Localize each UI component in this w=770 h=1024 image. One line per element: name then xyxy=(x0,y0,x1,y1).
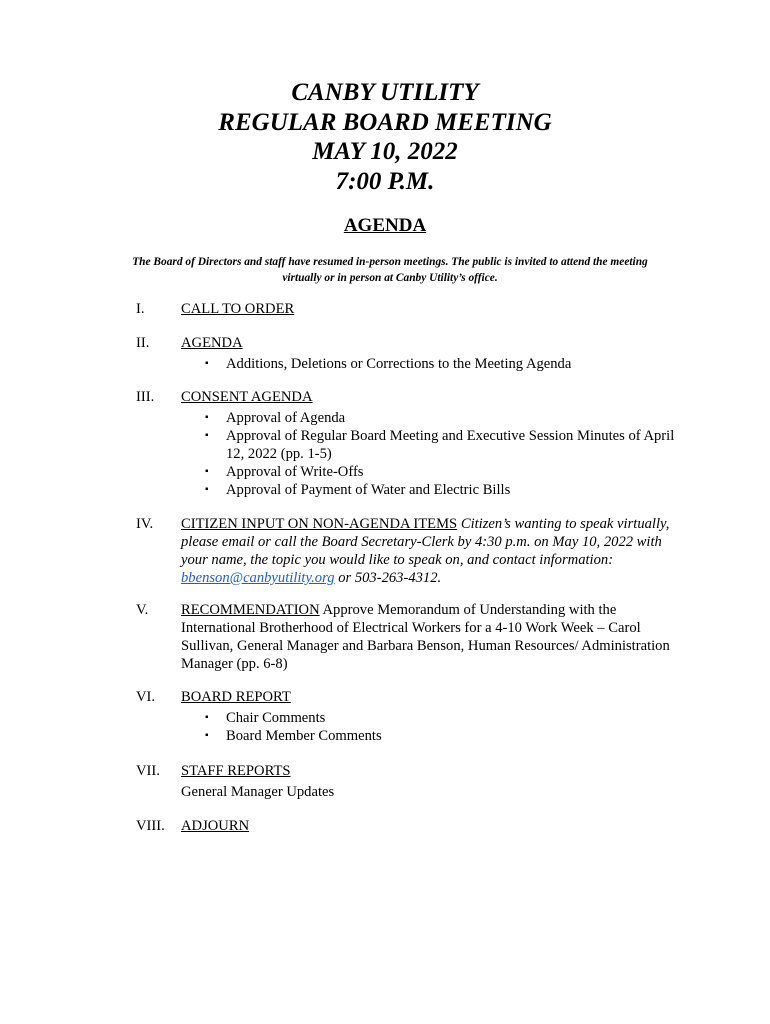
item-number: IV. xyxy=(136,516,154,532)
item-title: BOARD REPORT xyxy=(181,689,291,705)
item-description: Approve Memorandum of Understanding with the International Brotherhood of Electrical Workers for a 4-10 Work Week – Carol Sullivan, General Manager and Barbara Benson, Human Resources/ Administration Manager (pp. 6-8) xyxy=(181,602,670,672)
list-item: ▪ Approval of Regular Board Meeting and Executive Session Minutes of April 12, 2022 (pp. 1-5) xyxy=(205,428,675,462)
list-item: ▪ Board Member Comments xyxy=(205,728,382,744)
notice-line: virtually or in person at Canby Utility’s office. xyxy=(282,271,498,284)
email-link[interactable]: bbenson@canbyutility.org xyxy=(181,570,335,586)
bullet-icon: ▪ xyxy=(205,412,209,423)
item-title: CITIZEN INPUT ON NON-AGENDA ITEMS xyxy=(181,516,458,532)
bullet-icon: ▪ xyxy=(205,358,209,369)
item-title: CONSENT AGENDA xyxy=(181,389,313,405)
list-item: ▪ Approval of Payment of Water and Electric Bills xyxy=(205,482,511,498)
item-description-end: or 503-263-4312. xyxy=(338,570,442,586)
bullet-list xyxy=(181,409,681,499)
item-number: III. xyxy=(136,389,155,405)
item-title: RECOMMENDATION xyxy=(181,602,320,618)
item-number: V. xyxy=(136,602,149,618)
bullet-icon: ▪ xyxy=(205,430,209,441)
item-number: II. xyxy=(136,335,150,351)
bullet-icon: ▪ xyxy=(205,484,209,495)
meeting-type: REGULAR BOARD MEETING xyxy=(218,108,552,136)
list-item: ▪ Additions, Deletions or Corrections to the Meeting Agenda xyxy=(205,356,572,372)
item-title: ADJOURN xyxy=(181,818,250,834)
item-description: General Manager Updates xyxy=(181,784,335,800)
meeting-header xyxy=(0,78,770,196)
item-number: VI. xyxy=(136,689,156,705)
bullet-icon: ▪ xyxy=(205,730,209,741)
item-title: STAFF REPORTS xyxy=(181,763,291,779)
item-number: I. xyxy=(136,301,145,317)
item-title: AGENDA xyxy=(181,335,243,351)
meeting-time: 7:00 P.M. xyxy=(335,167,435,195)
list-item: ▪ Approval of Agenda xyxy=(205,410,346,426)
org-name: CANBY UTILITY xyxy=(291,79,479,106)
item-description: Citizen’s wanting to speak virtually, please email or call the Board Secretary-Clerk by 4:30 p.m. on May 10, 2022 with your name, the topic you would like to speak on, and contact information: xyxy=(181,516,670,568)
bullet-list xyxy=(181,709,681,745)
notice-line: The Board of Directors and staff have resumed in-person meetings. The public is invited to attend the meeting xyxy=(132,256,648,268)
bullet-icon: ▪ xyxy=(205,712,209,723)
bullet-list xyxy=(181,355,681,373)
item-number: VII. xyxy=(136,763,160,779)
public-notice xyxy=(96,255,684,286)
item-number: VIII. xyxy=(136,818,165,834)
item-title: CALL TO ORDER xyxy=(181,301,295,317)
agenda-title: AGENDA xyxy=(343,215,427,236)
bullet-icon: ▪ xyxy=(205,466,209,477)
meeting-date: MAY 10, 2022 xyxy=(312,138,458,165)
list-item: ▪ Chair Comments xyxy=(205,710,326,726)
list-item: ▪ Approval of Write-Offs xyxy=(205,464,364,480)
